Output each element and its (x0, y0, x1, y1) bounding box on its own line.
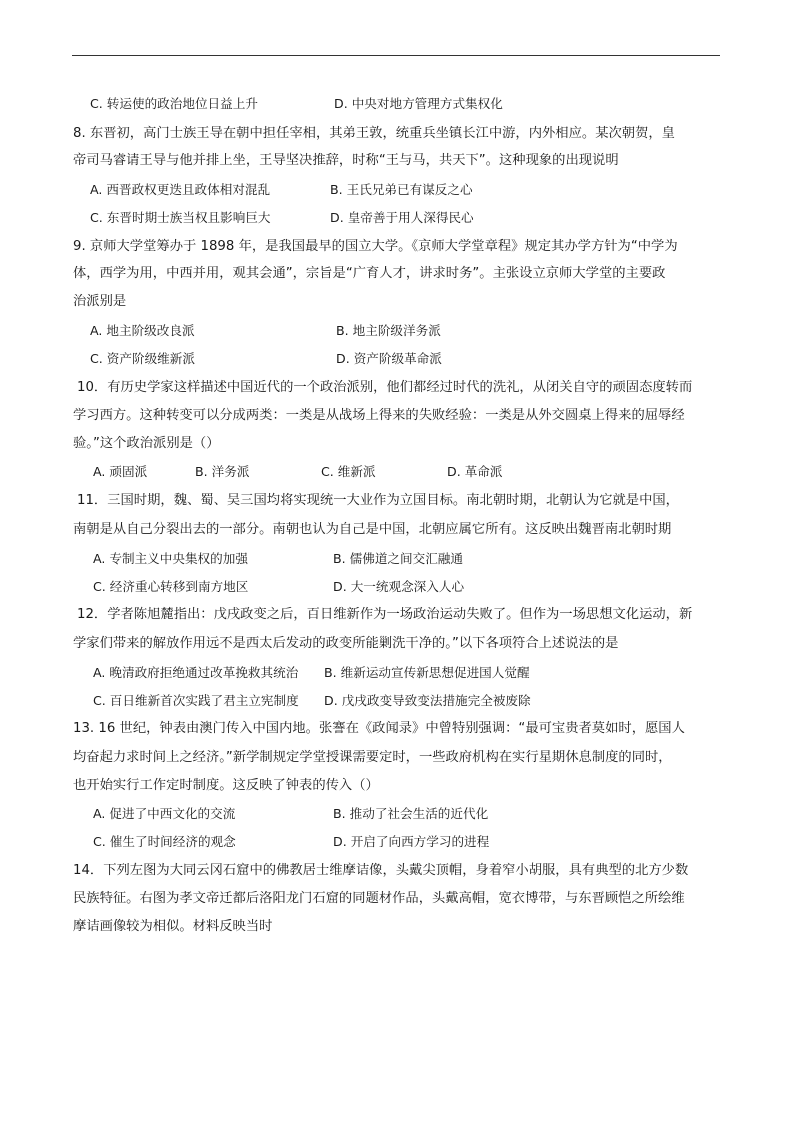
q7-option-d: D. 中央对地方管理方式集权化 (334, 96, 503, 111)
q9-stem-line-1: 9. 京师大学堂筹办于 1898 年，是我国最早的国立大学。《京师大学堂章程》规定其办学方针为“中学为 (73, 239, 678, 254)
q11-option-c: C. 经济重心转移到南方地区 (93, 579, 249, 594)
q9-stem-line-3: 治派别是 (73, 294, 127, 309)
q12-option-c: C. 百日维新首次实践了君主立宪制度 (93, 693, 299, 708)
q9-option-d: D. 资产阶级革命派 (336, 351, 442, 366)
q12-option-d: D. 戊戌政变导致变法措施完全被废除 (324, 693, 531, 708)
q8-option-d: D. 皇帝善于用人深得民心 (330, 210, 474, 225)
q11-option-d: D. 大一统观念深入人心 (333, 579, 465, 594)
q13-stem-line-2: 均奋起力求时间上之经济。”新学制规定学堂授课需要定时，一些政府机构在实行星期休息制度的同时， (73, 750, 672, 765)
q10-option-d: D. 革命派 (447, 464, 503, 479)
q10-option-a: A. 顽固派 (93, 464, 148, 479)
q14-stem-line-3: 摩诘画像较为相似。材料反映当时 (73, 919, 273, 934)
q10-stem-line-1: 10．有历史学家这样描述中国近代的一个政治派别，他们都经过时代的洗礼，从闭关自守的顽固态度转而 (77, 380, 693, 395)
q8-option-b: B. 王氏兄弟已有谋反之心 (330, 182, 473, 197)
q12-stem-line-2: 学家们带来的解放作用远不是西太后发动的政变所能剿洗干净的。”以下各项符合上述说法的是 (73, 636, 619, 651)
q13-option-b: B. 推动了社会生活的近代化 (333, 806, 489, 821)
q11-stem-line-1: 11．三国时期，魏、蜀、吴三国均将实现统一大业作为立国目标。南北朝时期，北朝认为它就是中国， (77, 493, 679, 508)
q10-stem-line-2: 学习西方。这种转变可以分成两类：一类是从战场上得来的失败经验：一类是从外交圆桌上得来的屈辱经 (73, 408, 685, 423)
q12-stem-line-1: 12．学者陈旭麓指出：戊戌政变之后，百日维新作为一场政治运动失败了。但作为一场思想文化运动，新 (77, 607, 693, 622)
q11-stem-line-2: 南朝是从自己分裂出去的一部分。南朝也认为自己是中国，北朝应属它所有。这反映出魏晋南北朝时期 (73, 522, 672, 537)
q13-option-a: A. 促进了中西文化的交流 (93, 806, 236, 821)
q14-stem-line-1: 14．下列左图为大同云冈石窟中的佛教居士维摩诘像，头戴尖顶帽，身着窄小胡服，具有典型的北方少数 (73, 863, 689, 878)
q9-stem-line-2: 体，西学为用，中西并用，观其会通”，宗旨是“广育人才，讲求时务”。主张设立京师大学堂的主要政 (73, 266, 666, 281)
q13-stem-line-3: 也开始实行工作定时制度。这反映了钟表的传入（） (73, 778, 379, 793)
q8-option-c: C. 东晋时期士族当权且影响巨大 (90, 210, 271, 225)
q13-stem-line-1: 13. 16 世纪，钟表由澳门传入中国内地。张謇在《政闻录》中曾特别强调：“最可宝贵者莫如时，愿国人 (73, 721, 685, 736)
q10-option-c: C. 维新派 (321, 464, 376, 479)
q11-option-b: B. 儒佛道之间交汇融通 (333, 551, 463, 566)
q7-option-c: C. 转运使的政治地位日益上升 (90, 96, 258, 111)
q13-option-c: C. 催生了时间经济的观念 (93, 834, 236, 849)
q10-option-b: B. 洋务派 (195, 464, 250, 479)
q14-stem-line-2: 民族特征。右图为孝文帝迁都后洛阳龙门石窟的同题材作品，头戴高帽，宽衣博带，与东晋顾恺之所绘维 (73, 891, 685, 906)
q8-stem-line-2: 帝司马睿请王导与他并排上坐，王导坚决推辞，时称“王与马，共天下”。这种现象的出现说明 (73, 153, 619, 168)
q12-option-b: B. 维新运动宣传新思想促进国人觉醒 (324, 665, 530, 680)
q9-option-b: B. 地主阶级洋务派 (336, 323, 441, 338)
q8-stem-line-1: 8. 东晋初，高门士族王导在朝中担任宰相，其弟王敦，统重兵坐镇长江中游，内外相应。某次朝贺，皇 (73, 126, 675, 141)
q9-option-c: C. 资产阶级维新派 (90, 351, 195, 366)
q13-option-d: D. 开启了向西方学习的进程 (333, 834, 490, 849)
header-rule (72, 55, 720, 56)
q9-option-a: A. 地主阶级改良派 (90, 323, 195, 338)
q12-option-a: A. 晚清政府拒绝通过改革挽救其统治 (93, 665, 299, 680)
q11-option-a: A. 专制主义中央集权的加强 (93, 551, 248, 566)
q8-option-a: A. 西晋政权更迭且政体相对混乱 (90, 182, 271, 197)
q10-stem-line-3: 验。”这个政治派别是（） (73, 436, 220, 451)
